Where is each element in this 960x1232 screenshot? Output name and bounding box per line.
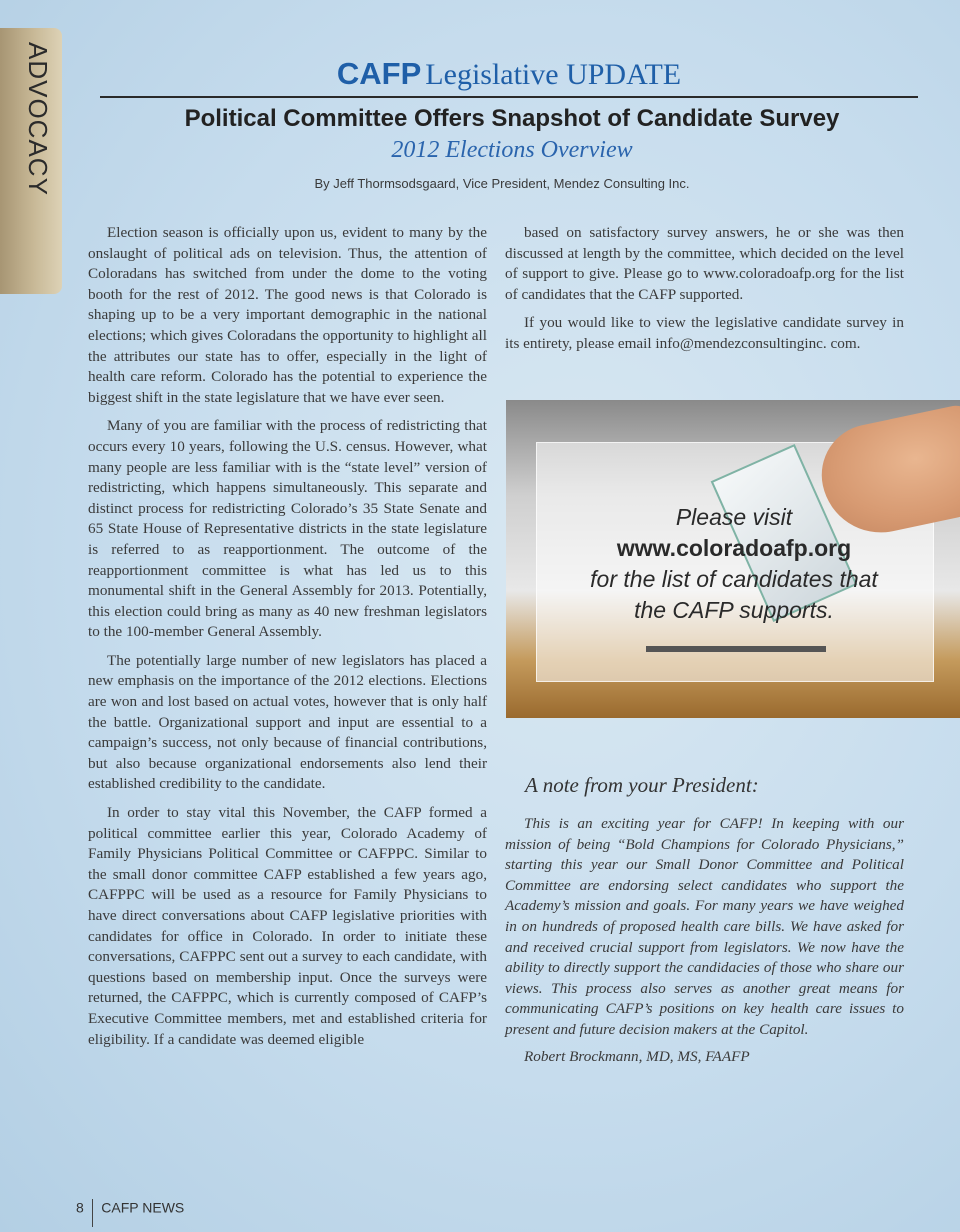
caption-url[interactable]: www.coloradoafp.org bbox=[616, 535, 852, 561]
article-subhead: 2012 Elections Overview bbox=[391, 137, 633, 163]
masthead-title: Legislative UPDATE bbox=[425, 58, 682, 91]
section-tab-label: ADVOCACY bbox=[23, 42, 53, 196]
article-byline: By Jeff Thormsodsgaard, Vice President, Mendez Consulting Inc. bbox=[314, 176, 690, 191]
page-footer bbox=[76, 1195, 184, 1223]
publication-name: CAFP NEWS bbox=[101, 1199, 185, 1216]
article-paragraph: If you would like to view the legislative candidate survey in its entirety, please email info@mendezconsultinginc. com. bbox=[505, 314, 904, 352]
article-paragraph: Election season is officially upon us, evident to many by the onslaught of political ads on television. Thus, the attention of Coloradans has switched from under the dome to the voting booth for the rest of 2012. The good news is that Colorado is shaping up to be a very important demographic in the national elections; which gives Coloradans the opportunity to highlight all the attributes our state has to offer, especially in the light of health care reform. Colorado has the potential to experience the biggest shift in the state legislature that we have ever seen. bbox=[88, 224, 487, 406]
article-paragraph: The potentially large number of new legislators has placed a new emphasis on the importance of the 2012 elections. Elections are won and lost based on actual votes, however that is only half the battle. Organizational support and input are essential to a campaign’s success, not only because of financial contributions, but also because organizational endorsements also lend their established credibility to the candidate. bbox=[88, 651, 487, 793]
article-paragraph: Many of you are familiar with the process of redistricting that occurs every 10 years, following the U.S. census. However, what many people are less familiar with is the “state level” version of redistricting, which happens simultaneously. This separate and distinct process for redistricting Colorado’s 35 State Senate and 65 State House of Representative districts in the state legislature is referred to as reapportionment. The outcome of the reapportionment committee is what has led us to this monumental shift in the General Assembly for 2013. Potentially, this election could bring as many as 40 new freshman legislators to the 100-member General Assembly. bbox=[88, 417, 487, 641]
photo-caption bbox=[546, 502, 922, 626]
president-note-body: This is an exciting year for CAFP! In keeping with our mission of being “Bold Champions for Colorado Physicians,” starting this year our Small Donor Committee and Political Committee are endorsing select candidates who support the Academy’s mission and goals. For many years we have weighed in on hundreds of proposed health care bills. We have asked for and received crucial support from legislators. We now have the ability to directly support the candidacies of those who share our views. This process also serves as another great means for communicating CAFP’s positions on key health care issues to present and future decision makers at the Capitol. bbox=[505, 815, 904, 1038]
article-paragraph: based on satisfactory survey answers, he or she was then discussed at length by the committee, which decided on the level of support to give. Please go to www.coloradoafp.org for the list of candidates that the CAFP supported. bbox=[505, 224, 904, 303]
masthead bbox=[100, 56, 918, 92]
president-signature: Robert Brockmann, MD, MS, FAAFP bbox=[524, 1047, 750, 1065]
article-paragraph: In order to stay vital this November, the CAFP formed a political committee earlier this year, Colorado Academy of Family Physicians Political Committee or CAFPPC. Similar to the small donor committee CAFP established a few years ago, CAFPPC will be used as a resource for Family Physicians to have direct conversations about CAFP legislative priorities with candidates for office in Colorado. In order to initiate these conversations, CAFPPC sent out a survey to each candidate, with questions based on membership input. Once the surveys were returned, the CAFPPC, which is currently composed of CAFP’s Executive Committee members, met and established criteria for eligibility. If a candidate was deemed eligible bbox=[88, 804, 487, 1048]
article-column-left bbox=[88, 223, 487, 1058]
masthead-rule bbox=[100, 96, 918, 98]
article-column-right bbox=[505, 223, 904, 363]
caption-line: for the list of candidates that bbox=[590, 566, 878, 592]
president-note-title: A note from your President: bbox=[525, 773, 759, 797]
section-tab bbox=[0, 28, 62, 294]
president-note bbox=[505, 814, 904, 1073]
caption-line: the CAFP supports. bbox=[634, 597, 834, 623]
article-headline: Political Committee Offers Snapshot of Candidate Survey bbox=[184, 105, 840, 132]
page-number: 8 bbox=[76, 1199, 84, 1216]
footer-divider bbox=[92, 1199, 94, 1227]
ballot-box-photo bbox=[506, 400, 960, 718]
caption-line: Please visit bbox=[675, 504, 793, 530]
ballot-slot bbox=[646, 646, 826, 652]
masthead-brand: CAFP bbox=[336, 56, 422, 91]
